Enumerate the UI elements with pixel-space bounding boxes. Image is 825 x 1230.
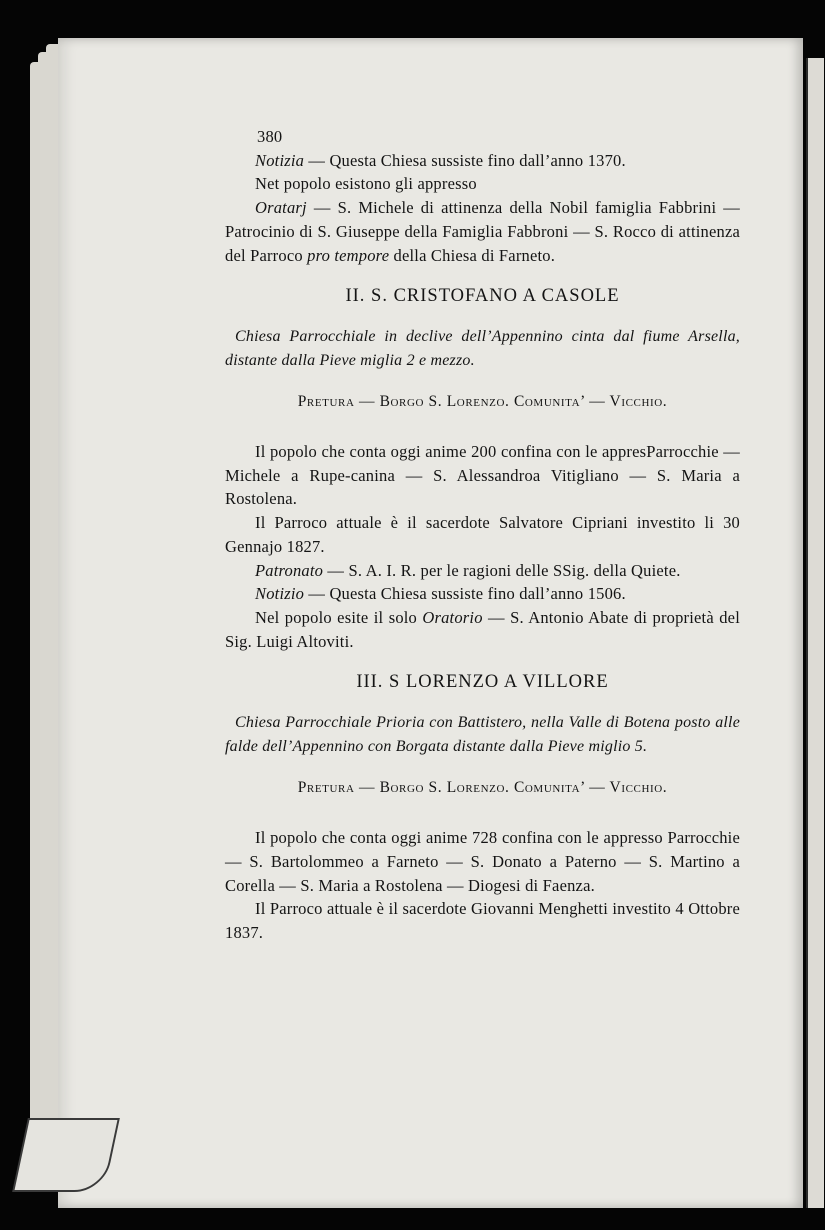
notizio-paragraph — [225, 582, 740, 606]
popolo-paragraph: Il popolo che conta oggi anime 728 confina con le appresso Parrocchie — S. Bartolommeo a Farneto — S. Donato a Paterno — S. Martino a Corella — S. Maria a Rostolena — Diogesi di Faenza. — [225, 828, 740, 895]
notizia-paragraph — [225, 149, 740, 173]
section-heading: III. S LORENZO A VILLORE — [356, 672, 609, 693]
notizio-label: Notizio — [255, 584, 305, 604]
oratorj-text-end: della Chiesa di Farneto. — [389, 245, 556, 265]
oratorio-text: — S. Antonio Abate di proprietà del Sig. Luigi Altoviti. — [225, 607, 740, 651]
oratorio-paragraph — [225, 606, 740, 653]
oratorio-pre: Nel popolo esite il solo — [255, 607, 423, 627]
oratorj-text: — S. Michele di attinenza della Nobil famiglia Fabbrini — Patrocinio di S. Giuseppe della Famiglia Fabbroni — S. Rocco di attinenza del Parroco — [225, 198, 740, 265]
oratorj-label: Oratarj — [255, 198, 307, 218]
patronato-label: Patronato — [255, 560, 324, 580]
notizia-label: Notizia — [255, 150, 305, 170]
patronato-paragraph — [225, 559, 740, 583]
pretura-line: Pretura — Borgo S. Lorenzo. Comunita’ — Vicchio. — [297, 393, 668, 411]
popolo-line: Net popolo esistono gli appresso — [255, 174, 477, 194]
patronato-text: — S. A. I. R. per le ragioni delle SSig. della Quiete. — [323, 560, 681, 580]
oratorio-label: Oratorio — [422, 607, 483, 627]
section-subtitle: Chiesa Parrocchiale in declive dell’Appennino cinta dal fiume Arsella, distante dalla Pieve miglia 2 e mezzo. — [225, 327, 740, 369]
parroco-paragraph: Il Parroco attuale è il sacerdote Salvatore Cipriani investito li 30 Gennajo 1827. — [225, 513, 740, 556]
section-heading: II. S. CRISTOFANO A CASOLE — [345, 286, 620, 307]
page-text — [225, 125, 740, 945]
parroco-paragraph: Il Parroco attuale è il sacerdote Giovanni Menghetti investito 4 Ottobre 1837. — [225, 899, 740, 942]
section-subtitle: Chiesa Parrocchiale Prioria con Battistero, nella Valle di Botena posto alle falde dell’Appennino con Borgata distante dalla Pieve miglio 5. — [225, 714, 740, 755]
popolo-paragraph: Il popolo che conta oggi anime 200 confina con le appresParrocchie — Michele a Rupe-canina — S. Alessandroa Vitigliano — S. Maria a Rostolena. — [225, 442, 740, 509]
oratorj-paragraph — [225, 196, 740, 267]
notizia-text: — Questa Chiesa sussiste fino dall’anno 1370. — [304, 150, 626, 170]
page-number: 380 — [257, 127, 283, 146]
next-page-edge — [806, 58, 824, 1208]
notizio-text: — Questa Chiesa sussiste fino dall’anno 1506. — [304, 584, 626, 604]
pretura-line: Pretura — Borgo S. Lorenzo. Comunita’ — Vicchio. — [297, 779, 668, 797]
pro-tempore: pro tempore — [307, 245, 390, 265]
